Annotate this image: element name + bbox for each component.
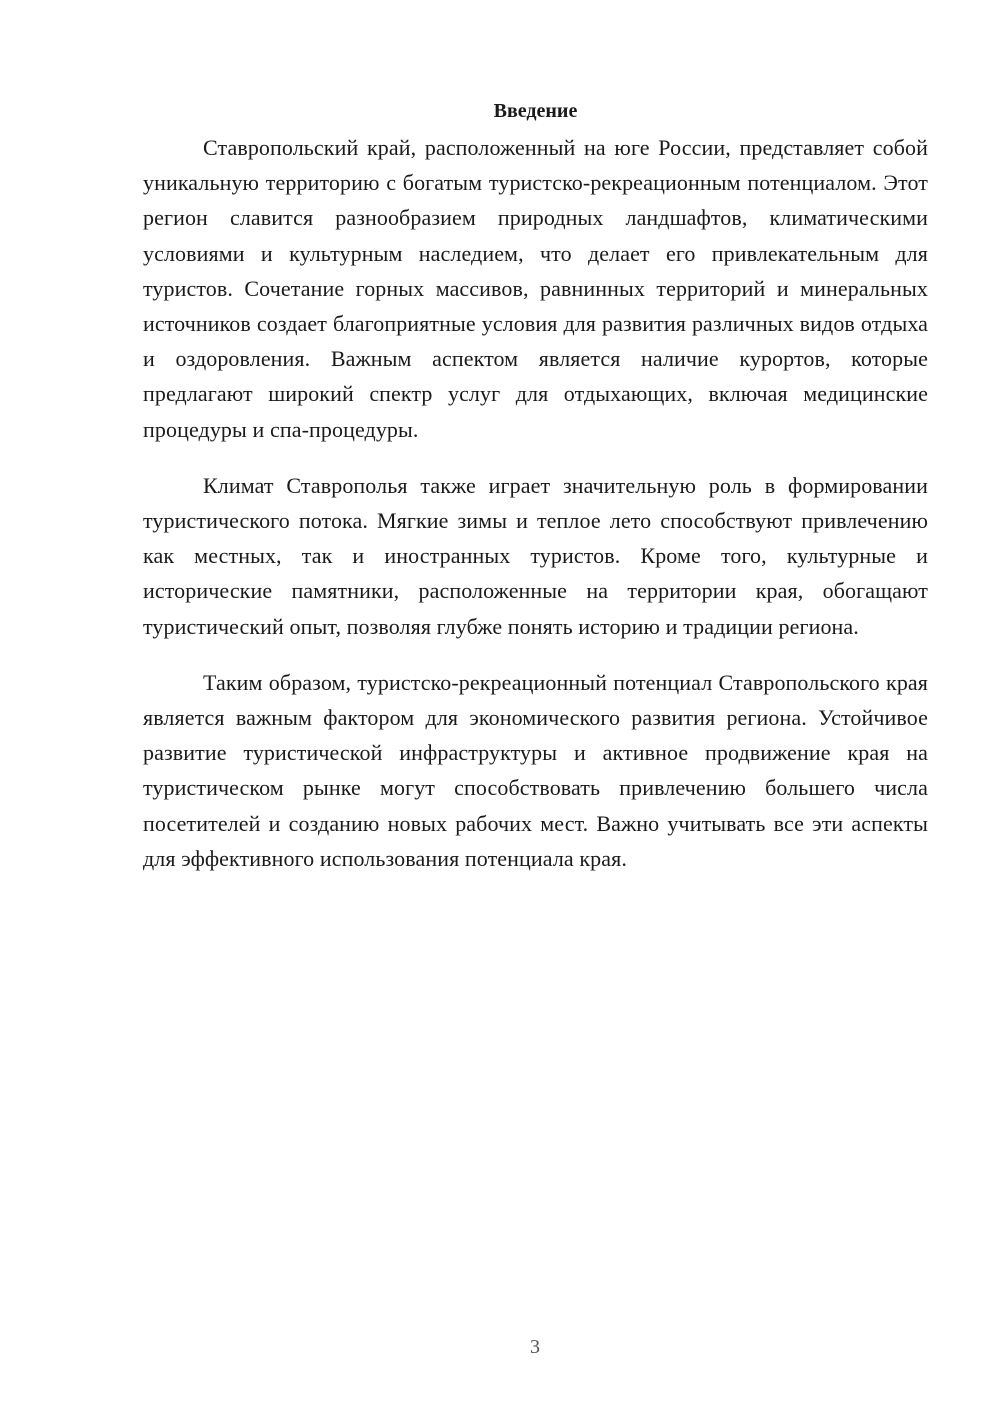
page-number: 3 (530, 1336, 540, 1358)
page-content (143, 96, 928, 897)
section-heading: Введение (493, 100, 578, 122)
paragraph-2: Климат Ставрополья также играет значительную роль в формировании туристического потока. Мягкие зимы и теплое лето способствуют привлечению как местных, так и иностранных туристов. Кроме того, культурные и исторические памятники, расположенные на территории края, обогащают туристический опыт, позволяя глубже понять историю и традиции региона. (143, 472, 928, 639)
paragraph-3: Таким образом, туристско-рекреационный потенциал Ставропольского края является важным фактором для экономического развития региона. Устойчивое развитие туристической инфраструктуры и активное продвижение края на туристическом рынке могут способствовать привлечению большего числа посетителей и созданию новых рабочих мест. Важно учитывать все эти аспекты для эффективного использования потенциала края. (143, 669, 928, 871)
paragraph-1: Ставропольский край, расположенный на юге России, представляет собой уникальную территорию с богатым туристско-рекреационным потенциалом. Этот регион славится разнообразием природных ландшафтов, климатическими условиями и культурным наследием, что делает его привлекательным для туристов. Сочетание горных массивов, равнинных территорий и минеральных источников создает благоприятные условия для развития различных видов отдыха и оздоровления. Важным аспектом является наличие курортов, которые предлагают широкий спектр услуг для отдыхающих, включая медицинские процедуры и спа-процедуры. (143, 135, 928, 442)
